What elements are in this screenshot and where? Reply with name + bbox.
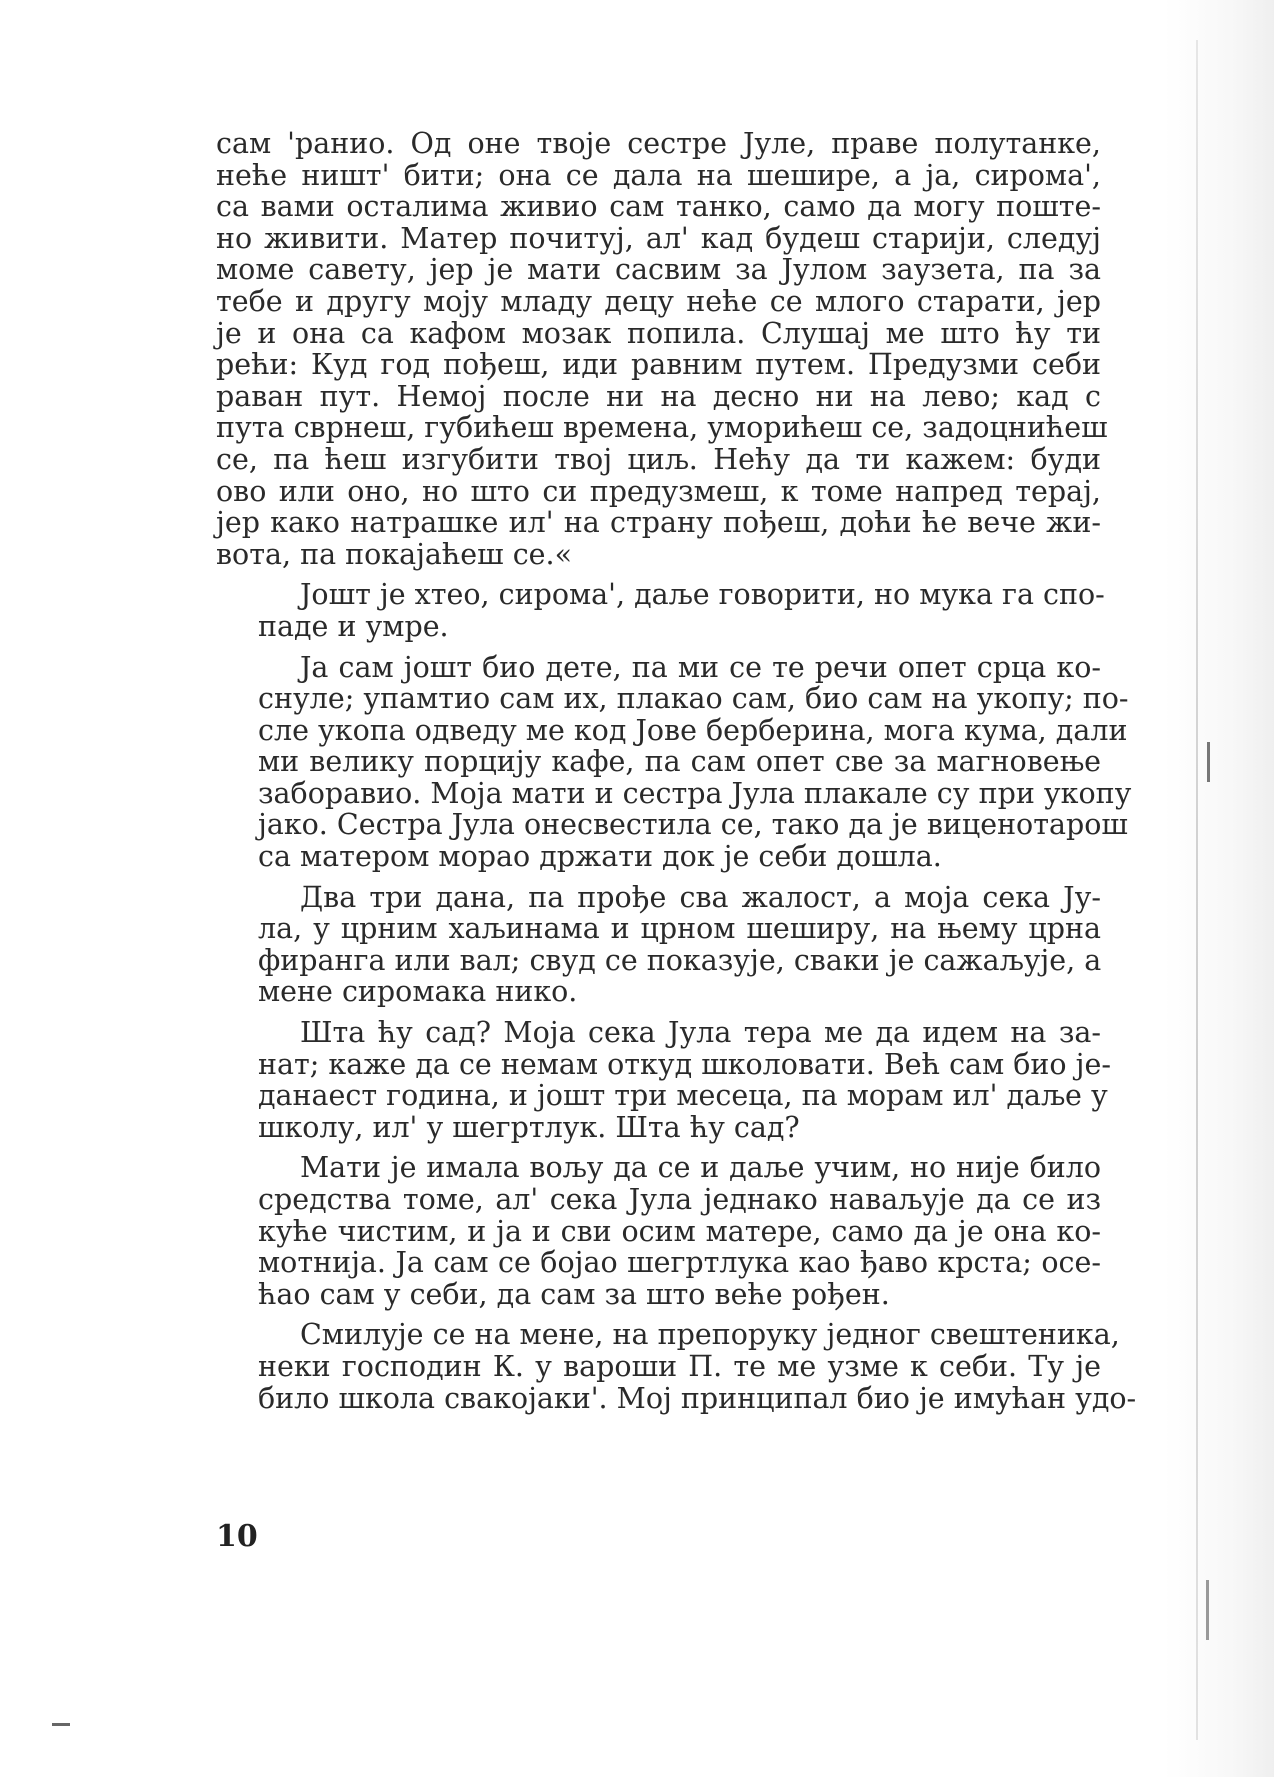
text-line: јер како натрашке ил' на страну пођеш, доћи ће вече жи-	[216, 506, 1101, 540]
text-line: ми велику порцију кафе, па сам опет све за магновење	[258, 745, 1101, 779]
text-line: Два три дана, па прође сва жалост, а моја сека Ју-	[300, 880, 1101, 914]
text-line: нат; каже да се немам откуд школовати. Већ сам био је-	[258, 1047, 1111, 1081]
text-line: Јошт је хтео, сирома', даље говорити, но мука га спо-	[300, 578, 1105, 612]
text-line: Шта ћу сад? Моја сека Јула тера ме да идем на за-	[300, 1016, 1101, 1050]
text-line: Смилује се на мене, на препоруку једног свештеника,	[300, 1318, 1120, 1352]
text-line: куће чистим, и ја и сви осим матере, само да је она ко-	[258, 1214, 1101, 1248]
text-line: је и она са кафом мозак попила. Слушај ме што ћу ти	[216, 316, 1101, 350]
text-line: ово или оно, но што си предузмеш, к томе напред терај,	[216, 474, 1101, 508]
scan-mark	[1207, 742, 1210, 782]
text-line: моме савету, јер је мати сасвим за Јулом заузета, па за	[216, 253, 1101, 287]
paragraph	[216, 127, 1108, 571]
text-line: тебе и другу моју младу децу неће се млого старати, јер	[216, 284, 1101, 318]
paragraph	[216, 578, 1105, 643]
text-line: Мати је имала вољу да се и даље учим, но није било	[300, 1151, 1101, 1185]
text-line: мотнија. Ја сам се бојао шегртлука као ђаво крста; осе-	[258, 1246, 1101, 1280]
text-line: средства томе, ал' сека Јула једнако наваљује да се из	[258, 1183, 1101, 1216]
text-line: мене сиромака нико.	[258, 975, 578, 1009]
text-line: рећи: Куд год пођеш, иди равним путем. Предузми себи	[216, 348, 1101, 382]
text-line: неће ништ' бити; она се дала на шешире, а ја, сирома',	[216, 158, 1101, 192]
text-line: са матером морао држати док је себи дошла.	[258, 840, 942, 874]
scan-edge-shadow	[1164, 0, 1274, 1777]
text-line: сам 'ранио. Од оне твоје сестре Јуле, праве полутанке,	[216, 127, 1101, 160]
scan-mark	[52, 1723, 70, 1726]
paragraph	[216, 1016, 1111, 1144]
text-line: се, па ћеш изгубити твој циљ. Нећу да ти кажем: буди	[216, 442, 1101, 476]
text-line: са вами осталима живио сам танко, само да могу поште-	[216, 190, 1101, 224]
text-line: Ја сам јошт био дете, па ми се те речи опет срца ко-	[300, 650, 1101, 684]
text-line: сле укопа одведу ме код Јове берберина, мога кума, дали	[258, 713, 1128, 747]
paragraph	[216, 882, 1101, 1008]
paragraph	[216, 650, 1132, 874]
text-line: паде и умре.	[258, 609, 449, 643]
text-line: данаест година, и јошт три месеца, па морам ил' даље у	[258, 1079, 1108, 1113]
text-line: фиранга или вал; свуд се показује, сваки је сажаљује, а	[258, 943, 1102, 977]
text-line: неки господин К. у вароши П. те ме узме к себи. Ту је	[258, 1349, 1101, 1383]
scan-mark	[1206, 1580, 1209, 1640]
text-line: снуле; упамтио сам их, плакао сам, био сам на укопу; по-	[258, 682, 1129, 716]
text-line: било школа свакојаки'. Мој принципал био је имућан удо-	[258, 1381, 1137, 1415]
text-line: ла, у црним хаљинама и црном шеширу, на њему црна	[258, 912, 1101, 946]
scan-fold-line	[1196, 40, 1198, 1740]
text-line: заборавио. Моја мати и сестра Јула плакале су при укопу	[258, 776, 1132, 810]
text-line: пута свpнеш, губићеш времена, уморићеш се, задоцнићеш	[216, 411, 1108, 445]
text-line: ћао сам у себи, да сам за што веће рођен.	[258, 1277, 890, 1311]
body-text	[216, 127, 1137, 1423]
paragraph	[216, 1318, 1137, 1415]
text-line: вота, па покајаћеш се.«	[216, 537, 573, 571]
text-line: јако. Сестра Јула онесвестила се, тако да је виценотарош	[258, 808, 1128, 842]
page-number: 10	[216, 1519, 258, 1554]
text-line: школу, ил' у шегртлук. Шта ћу сад?	[258, 1110, 800, 1144]
paragraph	[216, 1152, 1101, 1310]
text-line: раван пут. Немој после ни на десно ни на лево; кад с	[216, 379, 1101, 413]
text-line: но живити. Матер почитуј, ал' кад будеш старији, слeдуј	[216, 221, 1101, 255]
